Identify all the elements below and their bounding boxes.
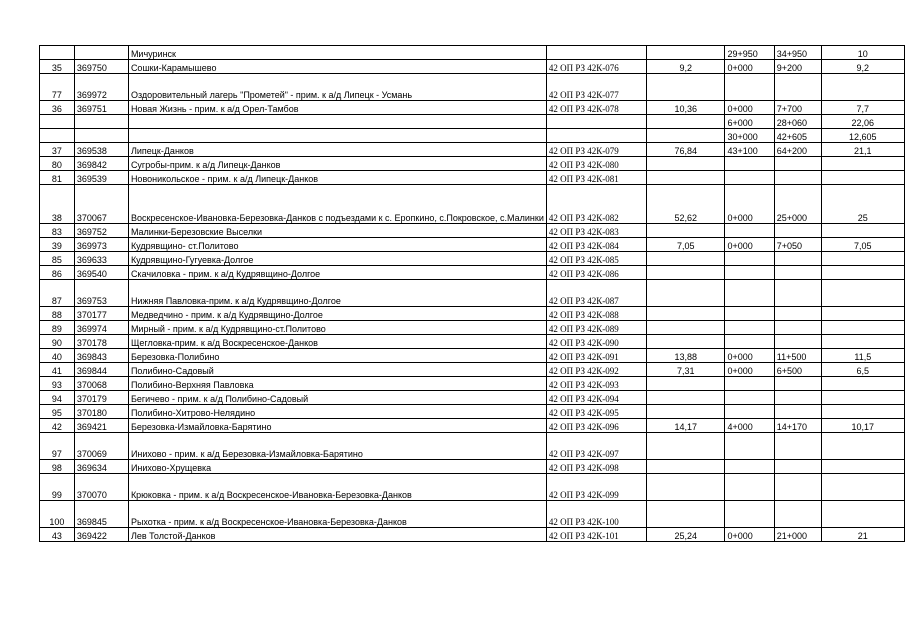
segment-length-cell: 25 <box>821 185 904 224</box>
segment-length-cell: 21 <box>821 528 904 542</box>
registration-number-cell: 42 ОП РЗ 42К-086 <box>546 266 646 280</box>
segment-end-cell: 25+000 <box>774 185 821 224</box>
segment-start-cell: 30+000 <box>725 129 774 143</box>
total-length-cell <box>647 157 725 171</box>
road-name-cell: Новоникольское - прим. к а/д Липецк-Данков <box>128 171 546 185</box>
segment-end-cell: 28+060 <box>774 115 821 129</box>
road-name-cell: Мирный - прим. к а/д Кудрявщино-ст.Политово <box>128 321 546 335</box>
road-name-cell: Кудрявщино-Гугуевка-Долгое <box>128 252 546 266</box>
row-number-cell: 89 <box>40 321 75 335</box>
row-number-cell: 35 <box>40 60 75 74</box>
table-row <box>40 349 905 363</box>
segment-length-cell <box>821 405 904 419</box>
row-number-cell: 94 <box>40 391 75 405</box>
road-name-cell: Медведчино - прим. к а/д Кудрявщино-Долгое <box>128 307 546 321</box>
row-number-cell: 85 <box>40 252 75 266</box>
segment-start-cell <box>725 252 774 266</box>
segment-start-cell: 0+000 <box>725 60 774 74</box>
registration-number-cell: 42 ОП РЗ 42К-080 <box>546 157 646 171</box>
table-row <box>40 501 905 528</box>
road-name-cell <box>128 129 546 143</box>
road-name-cell: Малинки-Березовские Выселки <box>128 224 546 238</box>
table-row <box>40 252 905 266</box>
road-id-cell: 369421 <box>74 419 128 433</box>
segment-end-cell: 34+950 <box>774 46 821 60</box>
segment-end-cell <box>774 501 821 528</box>
table-row <box>40 129 905 143</box>
table-row <box>40 460 905 474</box>
table-row <box>40 280 905 307</box>
row-number-cell: 39 <box>40 238 75 252</box>
registration-number-cell: 42 ОП РЗ 42К-084 <box>546 238 646 252</box>
road-name-cell: Полибино-Верхняя Павловка <box>128 377 546 391</box>
road-id-cell: 369750 <box>74 60 128 74</box>
total-length-cell <box>647 171 725 185</box>
total-length-cell <box>647 280 725 307</box>
segment-length-cell: 22,06 <box>821 115 904 129</box>
registration-number-cell: 42 ОП РЗ 42К-096 <box>546 419 646 433</box>
segment-length-cell <box>821 377 904 391</box>
registration-number-cell: 42 ОП РЗ 42К-093 <box>546 377 646 391</box>
table-row <box>40 321 905 335</box>
row-number-cell: 77 <box>40 74 75 101</box>
total-length-cell <box>647 433 725 460</box>
segment-length-cell <box>821 266 904 280</box>
segment-end-cell <box>774 391 821 405</box>
table-row <box>40 74 905 101</box>
road-id-cell: 369751 <box>74 101 128 115</box>
table-row <box>40 528 905 542</box>
total-length-cell <box>647 224 725 238</box>
segment-start-cell: 0+000 <box>725 185 774 224</box>
road-name-cell: Новая Жизнь - прим. к а/д Орел-Тамбов <box>128 101 546 115</box>
segment-end-cell: 64+200 <box>774 143 821 157</box>
total-length-cell: 9,2 <box>647 60 725 74</box>
total-length-cell: 25,24 <box>647 528 725 542</box>
registration-number-cell: 42 ОП РЗ 42К-089 <box>546 321 646 335</box>
road-name-cell: Березовка-Измайловка-Барятино <box>128 419 546 433</box>
row-number-cell: 40 <box>40 349 75 363</box>
road-id-cell: 369753 <box>74 280 128 307</box>
segment-start-cell <box>725 280 774 307</box>
row-number-cell: 41 <box>40 363 75 377</box>
segment-start-cell: 0+000 <box>725 528 774 542</box>
road-id-cell: 369845 <box>74 501 128 528</box>
roads-table-body <box>40 46 905 542</box>
registration-number-cell: 42 ОП РЗ 42К-083 <box>546 224 646 238</box>
segment-start-cell <box>725 307 774 321</box>
registration-number-cell: 42 ОП РЗ 42К-094 <box>546 391 646 405</box>
total-length-cell <box>647 129 725 143</box>
road-name-cell: Щегловка-прим. к а/д Воскресенское-Данков <box>128 335 546 349</box>
row-number-cell: 37 <box>40 143 75 157</box>
row-number-cell: 38 <box>40 185 75 224</box>
road-name-cell: Мичуринск <box>128 46 546 60</box>
road-id-cell: 370068 <box>74 377 128 391</box>
segment-length-cell <box>821 460 904 474</box>
total-length-cell <box>647 501 725 528</box>
segment-start-cell <box>725 501 774 528</box>
table-row <box>40 224 905 238</box>
segment-start-cell: 29+950 <box>725 46 774 60</box>
total-length-cell: 14,17 <box>647 419 725 433</box>
table-row <box>40 474 905 501</box>
table-row <box>40 60 905 74</box>
total-length-cell <box>647 474 725 501</box>
road-name-cell: Березовка-Полибино <box>128 349 546 363</box>
row-number-cell: 80 <box>40 157 75 171</box>
segment-start-cell <box>725 335 774 349</box>
segment-end-cell: 14+170 <box>774 419 821 433</box>
row-number-cell: 42 <box>40 419 75 433</box>
row-number-cell: 93 <box>40 377 75 391</box>
registration-number-cell: 42 ОП РЗ 42К-095 <box>546 405 646 419</box>
segment-length-cell <box>821 157 904 171</box>
total-length-cell <box>647 391 725 405</box>
road-name-cell: Крюковка - прим. к а/д Воскресенское-Ивановка-Березовка-Данков <box>128 474 546 501</box>
segment-length-cell: 7,05 <box>821 238 904 252</box>
registration-number-cell: 42 ОП РЗ 42К-078 <box>546 101 646 115</box>
registration-number-cell <box>546 115 646 129</box>
road-name-cell: Кудрявщино- ст.Политово <box>128 238 546 252</box>
total-length-cell: 7,05 <box>647 238 725 252</box>
segment-end-cell <box>774 224 821 238</box>
registration-number-cell: 42 ОП РЗ 42К-077 <box>546 74 646 101</box>
segment-length-cell: 9,2 <box>821 60 904 74</box>
road-id-cell: 369538 <box>74 143 128 157</box>
registration-number-cell: 42 ОП РЗ 42К-087 <box>546 280 646 307</box>
road-id-cell: 370070 <box>74 474 128 501</box>
registration-number-cell: 42 ОП РЗ 42К-100 <box>546 501 646 528</box>
total-length-cell <box>647 266 725 280</box>
table-row <box>40 266 905 280</box>
row-number-cell: 83 <box>40 224 75 238</box>
segment-start-cell: 6+000 <box>725 115 774 129</box>
segment-length-cell <box>821 433 904 460</box>
road-id-cell: 370178 <box>74 335 128 349</box>
road-id-cell: 369843 <box>74 349 128 363</box>
registration-number-cell <box>546 129 646 143</box>
total-length-cell <box>647 252 725 266</box>
segment-end-cell: 11+500 <box>774 349 821 363</box>
road-name-cell: Скачиловка - прим. к а/д Кудрявщино-Долгое <box>128 266 546 280</box>
segment-length-cell: 7,7 <box>821 101 904 115</box>
segment-length-cell <box>821 474 904 501</box>
segment-end-cell <box>774 307 821 321</box>
segment-length-cell <box>821 335 904 349</box>
table-row <box>40 185 905 224</box>
registration-number-cell: 42 ОП РЗ 42К-076 <box>546 60 646 74</box>
road-name-cell: Оздоровительный лагерь "Прометей" - прим. к а/д Липецк - Усмань <box>128 74 546 101</box>
segment-start-cell <box>725 224 774 238</box>
road-name-cell: Полибино-Хитрово-Нелядино <box>128 405 546 419</box>
segment-start-cell <box>725 321 774 335</box>
segment-length-cell: 21,1 <box>821 143 904 157</box>
road-id-cell: 369842 <box>74 157 128 171</box>
road-name-cell <box>128 115 546 129</box>
registration-number-cell: 42 ОП РЗ 42К-079 <box>546 143 646 157</box>
segment-length-cell <box>821 74 904 101</box>
row-number-cell: 86 <box>40 266 75 280</box>
total-length-cell <box>647 321 725 335</box>
segment-length-cell <box>821 280 904 307</box>
segment-length-cell: 12,605 <box>821 129 904 143</box>
road-id-cell: 370179 <box>74 391 128 405</box>
segment-length-cell: 6,5 <box>821 363 904 377</box>
road-id-cell: 369974 <box>74 321 128 335</box>
table-row <box>40 157 905 171</box>
row-number-cell: 36 <box>40 101 75 115</box>
segment-start-cell <box>725 460 774 474</box>
table-row <box>40 46 905 60</box>
segment-start-cell <box>725 157 774 171</box>
registration-number-cell: 42 ОП РЗ 42К-082 <box>546 185 646 224</box>
segment-end-cell <box>774 74 821 101</box>
segment-start-cell: 0+000 <box>725 363 774 377</box>
segment-end-cell: 42+605 <box>774 129 821 143</box>
row-number-cell <box>40 115 75 129</box>
total-length-cell: 76,84 <box>647 143 725 157</box>
segment-end-cell <box>774 266 821 280</box>
table-row <box>40 171 905 185</box>
total-length-cell <box>647 405 725 419</box>
row-number-cell: 43 <box>40 528 75 542</box>
segment-end-cell <box>774 460 821 474</box>
total-length-cell: 13,88 <box>647 349 725 363</box>
segment-end-cell: 7+050 <box>774 238 821 252</box>
registration-number-cell: 42 ОП РЗ 42К-081 <box>546 171 646 185</box>
registration-number-cell: 42 ОП РЗ 42К-097 <box>546 433 646 460</box>
segment-length-cell: 10,17 <box>821 419 904 433</box>
table-row <box>40 335 905 349</box>
road-id-cell: 370180 <box>74 405 128 419</box>
segment-end-cell <box>774 405 821 419</box>
row-number-cell <box>40 129 75 143</box>
road-id-cell: 370067 <box>74 185 128 224</box>
road-id-cell <box>74 129 128 143</box>
segment-start-cell <box>725 377 774 391</box>
segment-start-cell: 43+100 <box>725 143 774 157</box>
table-row <box>40 115 905 129</box>
segment-end-cell <box>774 433 821 460</box>
segment-end-cell: 21+000 <box>774 528 821 542</box>
segment-start-cell: 0+000 <box>725 238 774 252</box>
registration-number-cell: 42 ОП РЗ 42К-085 <box>546 252 646 266</box>
road-name-cell: Сошки-Карамышево <box>128 60 546 74</box>
total-length-cell: 7,31 <box>647 363 725 377</box>
segment-start-cell <box>725 266 774 280</box>
registration-number-cell: 42 ОП РЗ 42К-092 <box>546 363 646 377</box>
registration-number-cell <box>546 46 646 60</box>
road-name-cell: Воскресенское-Ивановка-Березовка-Данков с подъездами к с. Еропкино, с.Покровское, с.Малинки <box>128 185 546 224</box>
road-name-cell: Лев Толстой-Данков <box>128 528 546 542</box>
roads-table <box>39 45 905 542</box>
table-row <box>40 405 905 419</box>
segment-length-cell: 11,5 <box>821 349 904 363</box>
road-name-cell: Сугробы-прим. к а/д Липецк-Данков <box>128 157 546 171</box>
segment-end-cell <box>774 252 821 266</box>
segment-end-cell <box>774 171 821 185</box>
table-row <box>40 419 905 433</box>
segment-length-cell <box>821 171 904 185</box>
row-number-cell: 81 <box>40 171 75 185</box>
segment-end-cell <box>774 335 821 349</box>
total-length-cell <box>647 460 725 474</box>
table-row <box>40 377 905 391</box>
segment-end-cell <box>774 321 821 335</box>
segment-start-cell: 0+000 <box>725 349 774 363</box>
row-number-cell: 95 <box>40 405 75 419</box>
registration-number-cell: 42 ОП РЗ 42К-090 <box>546 335 646 349</box>
table-row <box>40 433 905 460</box>
road-id-cell <box>74 115 128 129</box>
row-number-cell <box>40 46 75 60</box>
road-id-cell: 369844 <box>74 363 128 377</box>
table-row <box>40 391 905 405</box>
segment-length-cell <box>821 252 904 266</box>
row-number-cell: 90 <box>40 335 75 349</box>
table-row <box>40 307 905 321</box>
registration-number-cell: 42 ОП РЗ 42К-088 <box>546 307 646 321</box>
road-id-cell: 369634 <box>74 460 128 474</box>
segment-start-cell: 4+000 <box>725 419 774 433</box>
table-row <box>40 143 905 157</box>
segment-start-cell <box>725 405 774 419</box>
total-length-cell <box>647 46 725 60</box>
road-id-cell: 369972 <box>74 74 128 101</box>
road-id-cell: 369422 <box>74 528 128 542</box>
road-id-cell: 369752 <box>74 224 128 238</box>
total-length-cell <box>647 377 725 391</box>
segment-end-cell: 9+200 <box>774 60 821 74</box>
road-id-cell: 369973 <box>74 238 128 252</box>
segment-length-cell <box>821 321 904 335</box>
road-name-cell: Инихово-Хрущевка <box>128 460 546 474</box>
segment-length-cell: 10 <box>821 46 904 60</box>
registration-number-cell: 42 ОП РЗ 42К-098 <box>546 460 646 474</box>
segment-end-cell <box>774 280 821 307</box>
total-length-cell: 10,36 <box>647 101 725 115</box>
registration-number-cell: 42 ОП РЗ 42К-091 <box>546 349 646 363</box>
segment-start-cell <box>725 171 774 185</box>
road-name-cell: Инихово - прим. к а/д Березовка-Измайловка-Барятино <box>128 433 546 460</box>
total-length-cell: 52,62 <box>647 185 725 224</box>
road-id-cell: 369633 <box>74 252 128 266</box>
table-row <box>40 238 905 252</box>
road-name-cell: Полибино-Садовый <box>128 363 546 377</box>
segment-end-cell <box>774 377 821 391</box>
table-row <box>40 101 905 115</box>
segment-length-cell <box>821 224 904 238</box>
segment-start-cell <box>725 391 774 405</box>
total-length-cell <box>647 335 725 349</box>
row-number-cell: 98 <box>40 460 75 474</box>
segment-start-cell <box>725 474 774 501</box>
segment-start-cell: 0+000 <box>725 101 774 115</box>
total-length-cell <box>647 74 725 101</box>
road-id-cell: 370177 <box>74 307 128 321</box>
segment-start-cell <box>725 433 774 460</box>
road-id-cell <box>74 46 128 60</box>
total-length-cell <box>647 307 725 321</box>
row-number-cell: 88 <box>40 307 75 321</box>
segment-end-cell: 7+700 <box>774 101 821 115</box>
road-id-cell: 369540 <box>74 266 128 280</box>
table-row <box>40 363 905 377</box>
road-name-cell: Бегичево - прим. к а/д Полибино-Садовый <box>128 391 546 405</box>
segment-length-cell <box>821 307 904 321</box>
road-id-cell: 370069 <box>74 433 128 460</box>
segment-end-cell <box>774 157 821 171</box>
road-id-cell: 369539 <box>74 171 128 185</box>
segment-start-cell <box>725 74 774 101</box>
registration-number-cell: 42 ОП РЗ 42К-099 <box>546 474 646 501</box>
row-number-cell: 99 <box>40 474 75 501</box>
segment-length-cell <box>821 501 904 528</box>
registration-number-cell: 42 ОП РЗ 42К-101 <box>546 528 646 542</box>
segment-end-cell <box>774 474 821 501</box>
segment-length-cell <box>821 391 904 405</box>
road-name-cell: Липецк-Данков <box>128 143 546 157</box>
row-number-cell: 100 <box>40 501 75 528</box>
row-number-cell: 97 <box>40 433 75 460</box>
segment-end-cell: 6+500 <box>774 363 821 377</box>
total-length-cell <box>647 115 725 129</box>
road-name-cell: Рыхотка - прим. к а/д Воскресенское-Ивановка-Березовка-Данков <box>128 501 546 528</box>
row-number-cell: 87 <box>40 280 75 307</box>
road-name-cell: Нижняя Павловка-прим. к а/д Кудрявщино-Долгое <box>128 280 546 307</box>
